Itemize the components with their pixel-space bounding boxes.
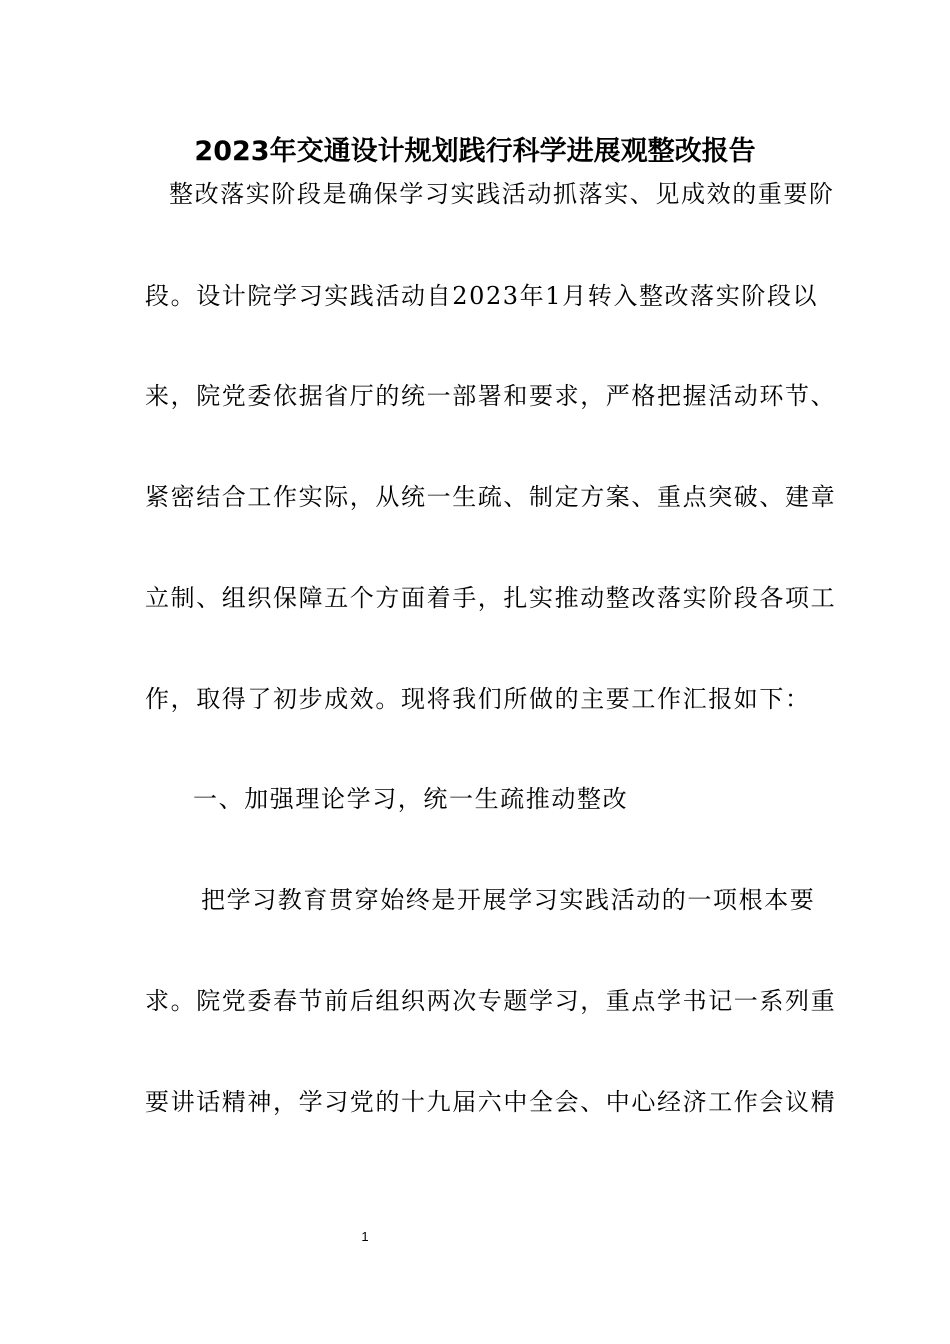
paragraph-line: 紧密结合工作实际，从统一生疏、制定方案、重点突破、建章 (145, 483, 837, 511)
page-number: 1 (361, 1229, 369, 1244)
section-heading: 一、加强理论学习，统一生疏推动整改 (193, 785, 629, 813)
paragraph-line: 整改落实阶段是确保学习实践活动抓落实、见成效的重要阶 (169, 180, 835, 208)
paragraph-line: 作，取得了初步成效。现将我们所做的主要工作汇报如下： (145, 685, 811, 713)
paragraph-line: 立制、组织保障五个方面着手，扎实推动整改落实阶段各项工 (145, 584, 837, 612)
paragraph-line: 要讲话精神，学习党的十九届六中全会、中心经济工作会议精 (145, 1088, 837, 1116)
document-title: 2023年交通设计规划践行科学进展观整改报告 (194, 136, 756, 167)
paragraph-line: 段。设计院学习实践活动自2023年1月转入整改落实阶段以 (145, 282, 819, 310)
paragraph-line: 求。院党委春节前后组织两次专题学习，重点学书记一系列重 (145, 987, 837, 1015)
paragraph-line: 把学习教育贯穿始终是开展学习实践活动的一项根本要 (201, 886, 816, 914)
paragraph-line: 来，院党委依据省厅的统一部署和要求，严格把握活动环节、 (145, 382, 837, 410)
